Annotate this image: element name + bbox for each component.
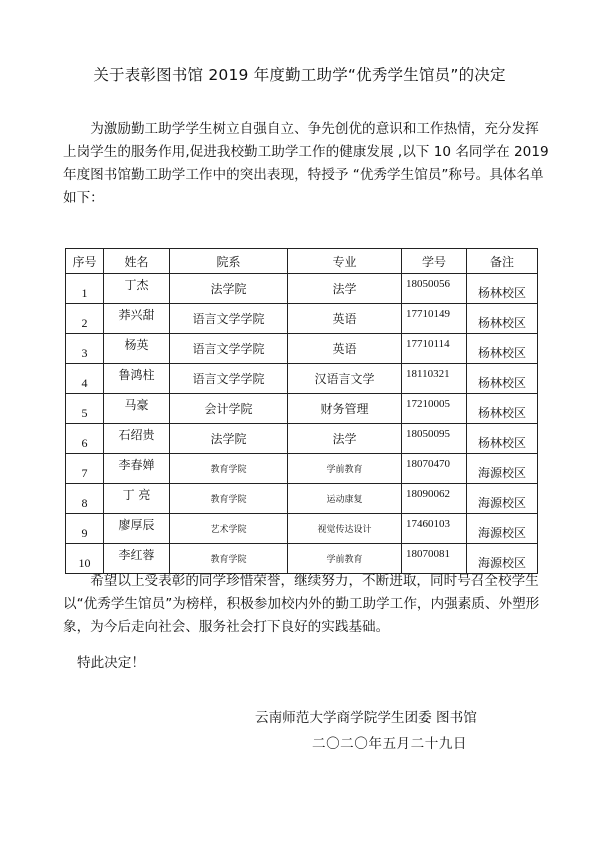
row-index: 6: [66, 424, 104, 454]
row-campus: 杨林校区: [467, 304, 538, 334]
award-table: [65, 248, 538, 574]
row-major: 视觉传达设计: [288, 514, 402, 544]
table-row: [66, 484, 538, 514]
row-major: 法学: [288, 274, 402, 304]
issue-date: 二〇二〇年五月二十九日: [312, 736, 468, 752]
row-major: 法学: [288, 424, 402, 454]
row-name: 李春婵: [104, 454, 170, 484]
intro-paragraph: 为激励勤工助学学生树立自强自立、争先创优的意识和工作热情，充分发挥上岗学生的服务作用,促进我校勤工助学工作的健康发展 ,以下 10 名同学在 2019 年度图书馆勤工助学工作中的突出表现，特授予 “优秀学生馆员”称号。具体名单如下：: [63, 121, 549, 206]
row-campus: 杨林校区: [467, 274, 538, 304]
row-department: 语言文学学院: [170, 364, 288, 394]
row-campus: 杨林校区: [467, 334, 538, 364]
decision-statement: 特此决定！: [77, 655, 145, 671]
header-name: 姓名: [104, 249, 170, 274]
row-student-id: 17710114: [402, 334, 467, 364]
row-index: 10: [66, 544, 104, 574]
row-index: 9: [66, 514, 104, 544]
row-index: 4: [66, 364, 104, 394]
row-campus: 杨林校区: [467, 424, 538, 454]
row-major: 英语: [288, 304, 402, 334]
row-student-id: 18050056: [402, 274, 467, 304]
document-title: 关于表彰图书馆 2019 年度勤工助学“优秀学生馆员”的决定: [93, 66, 506, 84]
row-student-id: 18070470: [402, 454, 467, 484]
header-remarks: 备注: [467, 249, 538, 274]
row-department: 会计学院: [170, 394, 288, 424]
row-department: 教育学院: [170, 484, 288, 514]
row-index: 8: [66, 484, 104, 514]
closing-paragraph: 希望以上受表彰的同学珍惜荣誉，继续努力，不断进取，同时号召全校学生以“优秀学生馆员”为榜样，积极参加校内外的勤工助学工作，内强素质、外塑形象，为今后走向社会、服务社会打下良好的实践基础。: [63, 573, 540, 635]
row-student-id: 17210005: [402, 394, 467, 424]
row-campus: 海源校区: [467, 514, 538, 544]
row-campus: 海源校区: [467, 484, 538, 514]
row-department: 法学院: [170, 274, 288, 304]
table-row: [66, 304, 538, 334]
row-index: 7: [66, 454, 104, 484]
row-name: 鲁鸿柱: [104, 364, 170, 394]
row-student-id: 18110321: [402, 364, 467, 394]
row-name: 莽兴甜: [104, 304, 170, 334]
row-department: 教育学院: [170, 454, 288, 484]
table-row: [66, 394, 538, 424]
row-name: 杨英: [104, 334, 170, 364]
header-major: 专业: [288, 249, 402, 274]
table-row: [66, 274, 538, 304]
row-major: 学前教育: [288, 544, 402, 574]
row-major: 学前教育: [288, 454, 402, 484]
row-index: 3: [66, 334, 104, 364]
table-row: [66, 514, 538, 544]
row-campus: 海源校区: [467, 454, 538, 484]
row-student-id: 17460103: [402, 514, 467, 544]
row-department: 语言文学学院: [170, 304, 288, 334]
row-name: 石绍贵: [104, 424, 170, 454]
row-campus: 海源校区: [467, 544, 538, 574]
row-major: 英语: [288, 334, 402, 364]
row-major: 运动康复: [288, 484, 402, 514]
table-row: [66, 424, 538, 454]
row-student-id: 17710149: [402, 304, 467, 334]
table-header-row: [66, 249, 538, 274]
row-student-id: 18070081: [402, 544, 467, 574]
row-name: 丁 亮: [104, 484, 170, 514]
table-row: [66, 454, 538, 484]
row-campus: 杨林校区: [467, 364, 538, 394]
header-student-id: 学号: [402, 249, 467, 274]
row-name: 廖厚辰: [104, 514, 170, 544]
row-department: 法学院: [170, 424, 288, 454]
row-campus: 杨林校区: [467, 394, 538, 424]
row-major: 财务管理: [288, 394, 402, 424]
table-row: [66, 364, 538, 394]
row-name: 马豪: [104, 394, 170, 424]
issuing-organization: 云南师范大学商学院学生团委 图书馆: [255, 710, 477, 726]
row-name: 李红蓉: [104, 544, 170, 574]
row-student-id: 18050095: [402, 424, 467, 454]
row-department: 语言文学学院: [170, 334, 288, 364]
row-index: 5: [66, 394, 104, 424]
table-row: [66, 334, 538, 364]
header-department: 院系: [170, 249, 288, 274]
row-index: 2: [66, 304, 104, 334]
table-row: [66, 544, 538, 574]
row-name: 丁杰: [104, 274, 170, 304]
row-major: 汉语言文学: [288, 364, 402, 394]
row-student-id: 18090062: [402, 484, 467, 514]
header-index: 序号: [66, 249, 104, 274]
row-index: 1: [66, 274, 104, 304]
row-department: 艺术学院: [170, 514, 288, 544]
row-department: 教育学院: [170, 544, 288, 574]
